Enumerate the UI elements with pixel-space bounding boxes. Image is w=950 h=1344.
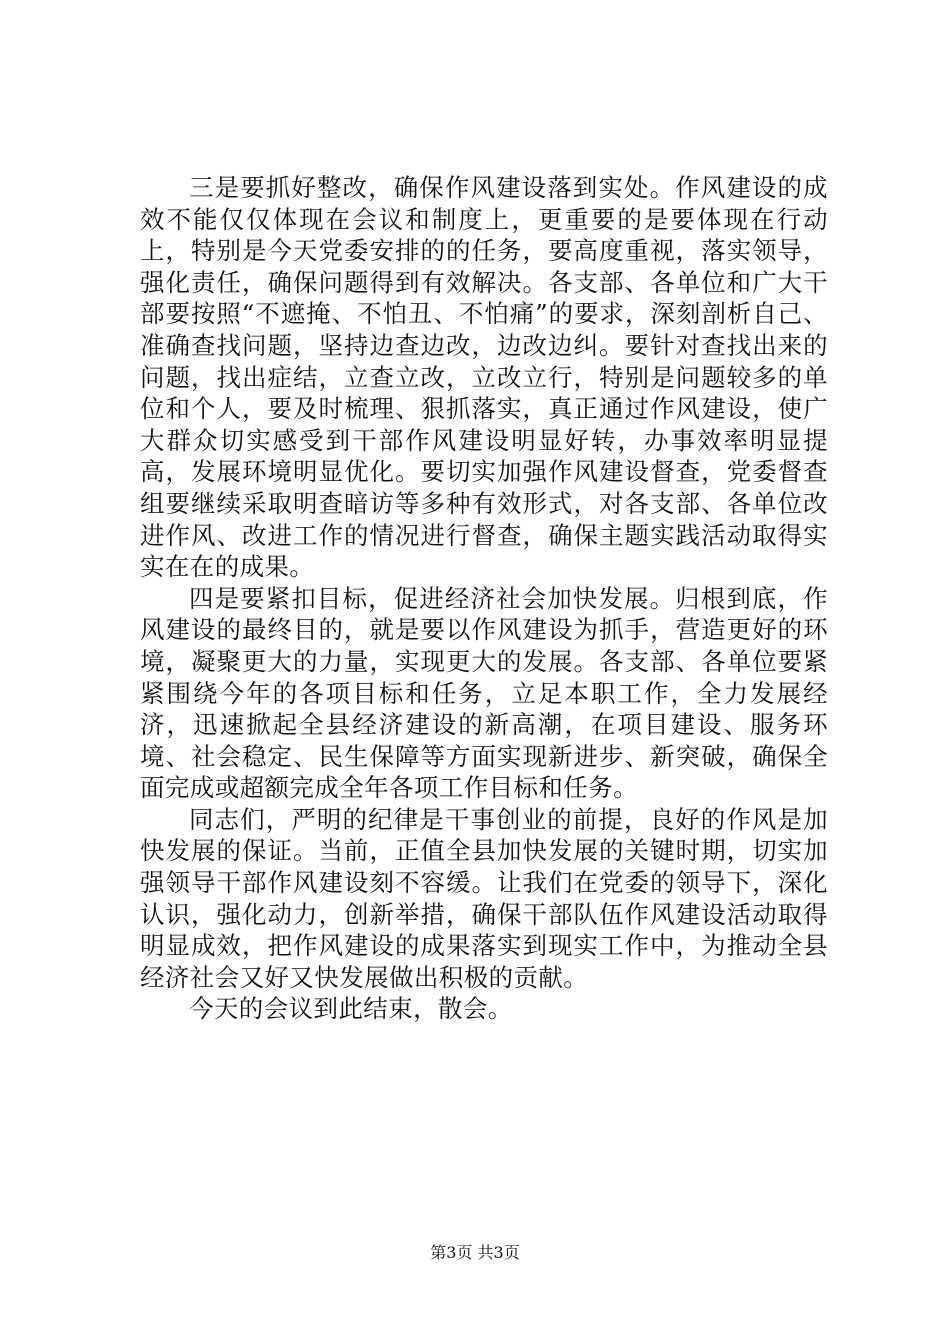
page-number-footer: 第3页 共3页 xyxy=(430,1243,520,1262)
paragraph-closing: 今天的会议到此结束，散会。 xyxy=(189,994,513,1024)
paragraph-goals: 四是要紧扣目标，促进经济社会加快发展。归根到底，作风建设的最终目的，就是要以作风建设为抓手，营造更好的环境，凝聚更大的力量，实现更大的发展。各支部、各单位要紧紧围绕今年的各项目标和任务，立足本职工作，全力发展经济，迅速掀起全县经济建设的新高潮，在项目建设、服务环境、社会稳定、民生保障等方面实现新进步、新突破，确保全面完成或超额完成全年各项工作目标和任务。 xyxy=(140,583,828,803)
document-body xyxy=(140,172,828,1025)
paragraph-rectification: 三是要抓好整改，确保作风建设落到实处。作风建设的成效不能仅仅体现在会议和制度上，更重要的是要体现在行动上，特别是今天党委安排的的任务，要高度重视，落实领导，强化责任，确保问题得到有效解决。各支部、各单位和广大干部要按照“不遮掩、不怕丑、不怕痛”的要求，深刻剖析自己、准确查找问题，坚持边查边改，边改边纠。要针对查找出来的问题，找出症结，立查立改，立改立行，特别是问题较多的单位和个人，要及时梳理、狠抓落实，真正通过作风建设，使广大群众切实感受到干部作风建设明显好转，办事效率明显提高，发展环境明显优化。要切实加强作风建设督查，党委督查组要继续采取明查暗访等多种有效形式，对各支部、各单位改进作风、改进工作的情况进行督查，确保主题实践活动取得实实在在的成果。 xyxy=(140,173,828,582)
paragraph-comrades: 同志们，严明的纪律是干事创业的前提，良好的作风是加快发展的保证。当前，正值全县加快发展的关键时期，切实加强领导干部作风建设刻不容缓。让我们在党委的领导下，深化认识，强化动力，创新举措，确保干部队伍作风建设活动取得明显成效，把作风建设的成果落实到现实工作中，为推动全县经济社会又好又快发展做出积极的贡献。 xyxy=(140,804,828,992)
